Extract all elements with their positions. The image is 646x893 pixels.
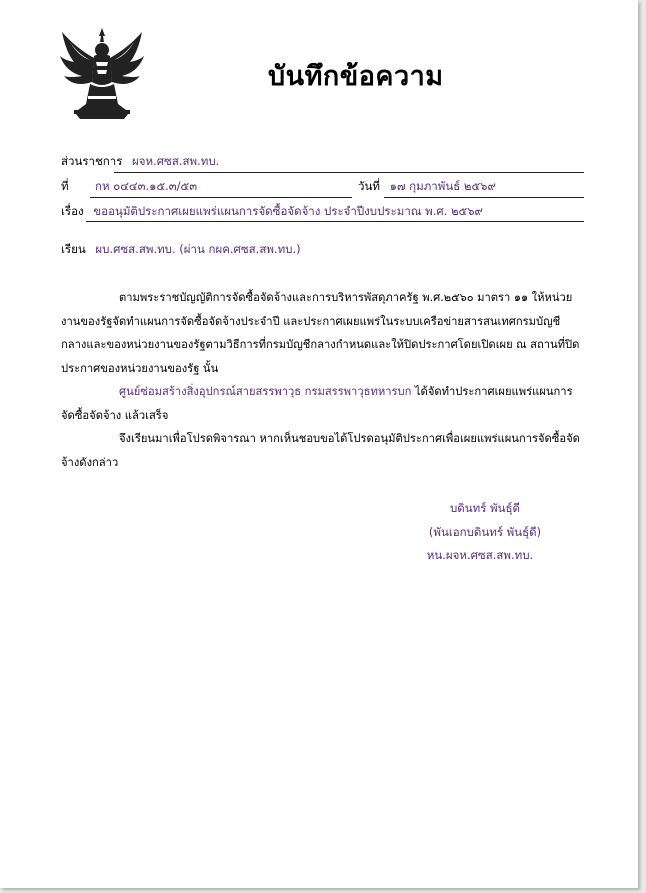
- reference-underline: [90, 197, 352, 198]
- salutation-label: เรียน: [61, 242, 86, 256]
- garuda-emblem-icon: [56, 26, 148, 120]
- body-paragraph-2-text: ได้จัดทำประกาศเผยแพร่แผนการจัดซื้อจัดจ้าง แล้วเสร็จ: [61, 385, 573, 422]
- date-row: [358, 178, 496, 196]
- subject-value: ขออนุมัติประกาศเผยแพร่แผนการจัดซื้อจัดจ้าง ประจำปีงบประมาณ พ.ศ. ๒๕๖๙: [93, 204, 483, 218]
- body-paragraph-1: [61, 286, 583, 380]
- body-paragraph-2: [61, 380, 583, 427]
- salutation-value: ผบ.ศซส.สพ.ทบ. (ผ่าน กผค.ศซส.สพ.ทบ.): [95, 242, 301, 256]
- unit-name-highlight: ศูนย์ซ่อมสร้างสิ่งอุปกรณ์สายสรรพาวุธ กรมสรรพาวุธทหารบก: [119, 385, 412, 398]
- agency-row: [61, 153, 219, 171]
- body-paragraph-3-text: จึงเรียนมาเพื่อโปรดพิจารณา หากเห็นชอบขอได้โปรดอนุมัติประกาศเพื่อเผยแพร่แผนการจัดซื้อจัดจ้างดังกล่าว: [61, 432, 580, 469]
- reference-label: ที่: [61, 179, 69, 193]
- agency-label: ส่วนราชการ: [61, 154, 123, 168]
- subject-underline: [86, 221, 584, 222]
- signature-full-name: (พันเอกบดินทร์ พันธุ์ดี): [428, 525, 542, 539]
- body-paragraph-1-text: ตามพระราชบัญญัติการจัดซื้อจัดจ้างและการบริหารพัสดุภาครัฐ พ.ศ.๒๕๖๐ มาตรา ๑๑ ให้หน่วยงานของรัฐจัดทำแผนการจัดซื้อจัดจ้างประจำปี และประกาศเผยแพร่ในระบบเครือข่ายสารสนเทศกรมบัญชีกลางและของหน่วยงานของรัฐตามวิธีการที่กรมบัญชีกลางกำหนดและให้ปิดประกาศโดยเปิดเผย ณ สถานที่ปิดประกาศของหน่วยงานของรัฐ นั้น: [61, 291, 580, 375]
- body-paragraph-3: [61, 427, 583, 474]
- document-title: บันทึกข้อความ: [268, 61, 444, 92]
- signature-position: หน.ผจห.ศซส.สพ.ทบ.: [426, 548, 534, 562]
- date-label: วันที่: [358, 179, 380, 193]
- agency-underline: [114, 172, 584, 173]
- signature-signed-name: บดินทร์ พันธุ์ดี: [450, 501, 520, 515]
- subject-label: เรื่อง: [61, 204, 84, 218]
- agency-value: ผจห.ศซส.สพ.ทบ.: [132, 154, 220, 168]
- reference-row: [61, 178, 69, 196]
- subject-row: [61, 203, 483, 221]
- date-value: ๑๗ กุมภาพันธ์ ๒๕๖๙: [389, 179, 496, 193]
- salutation-row: [61, 241, 301, 259]
- reference-value: กห ๐๔๔๓.๑๕.๓/๕๓: [95, 179, 198, 193]
- memo-body: [61, 286, 583, 474]
- date-underline: [384, 197, 584, 198]
